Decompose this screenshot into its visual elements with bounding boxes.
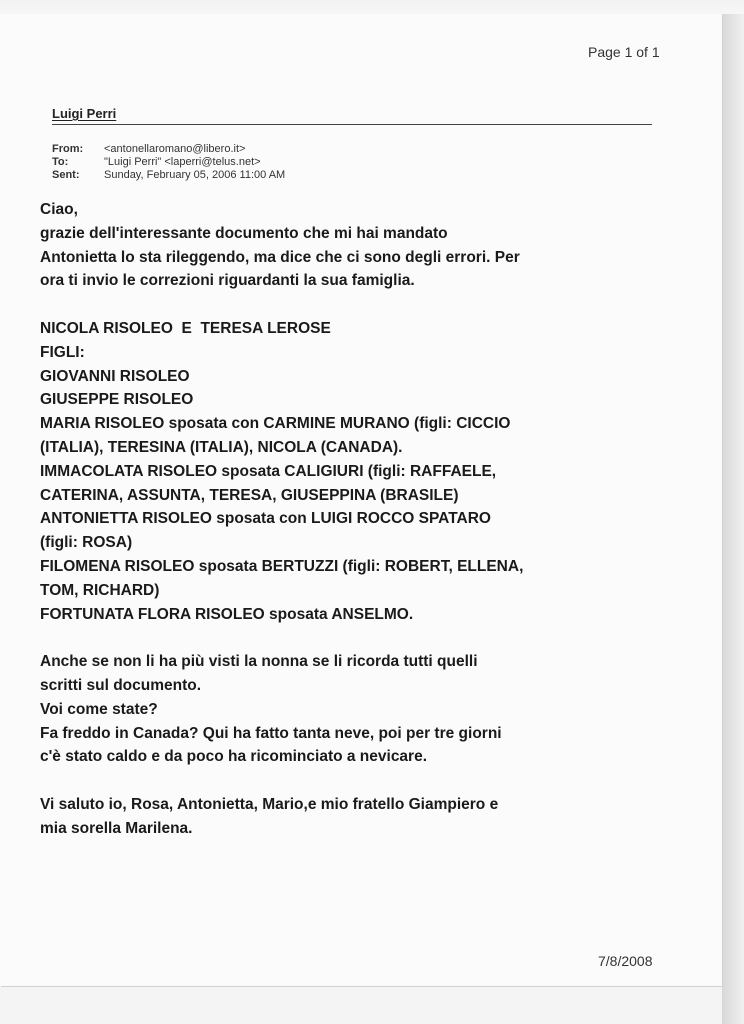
sent-value: Sunday, February 05, 2006 11:00 AM <box>104 169 286 181</box>
from-row <box>52 143 285 156</box>
header-divider <box>52 124 652 125</box>
body-line: FILOMENA RISOLEO sposata BERTUZZI (figli: ROBERT, ELLENA, <box>40 557 524 575</box>
closing-paragraph <box>40 793 680 841</box>
to-row <box>52 156 285 169</box>
family-list <box>40 317 680 626</box>
email-body <box>40 198 680 864</box>
body-line: Antonietta lo sta rileggendo, ma dice che ci sono degli errori. Per <box>40 248 520 266</box>
scan-bottom-margin <box>0 986 722 1024</box>
body-line: scritti sul documento. <box>40 676 202 694</box>
sent-row <box>52 169 285 182</box>
body-line: GIUSEPPE RISOLEO <box>40 391 194 409</box>
body-line: FIGLI: <box>40 343 85 361</box>
email-header <box>52 143 285 182</box>
body-line: ANTONIETTA RISOLEO sposata con LUIGI ROCCO SPATARO <box>40 510 491 528</box>
scan-right-margin <box>722 14 744 1024</box>
email-sender-name: Luigi Perri <box>52 106 117 121</box>
body-line: GIOVANNI RISOLEO <box>40 367 190 385</box>
print-date: 7/8/2008 <box>598 953 653 969</box>
body-line: Ciao, <box>40 201 78 218</box>
body-line: TOM, RICHARD) <box>40 581 160 599</box>
body-line: mia sorella Marilena. <box>40 819 193 837</box>
body-line: grazie dell'interessante documento che mi hai mandato <box>40 224 448 242</box>
body-line: (figli: ROSA) <box>40 534 133 552</box>
body-line: (ITALIA), TERESINA (ITALIA), NICOLA (CANADA). <box>40 438 403 456</box>
body-line: Vi saluto io, Rosa, Antonietta, Mario,e mio fratello Giampiero e <box>40 795 499 813</box>
body-line: c'è stato caldo e da poco ha ricominciato a nevicare. <box>40 748 428 766</box>
to-value: "Luigi Perri" <laperri@telus.net> <box>104 156 261 168</box>
page-number: Page 1 of 1 <box>588 44 660 60</box>
to-label: To: <box>52 156 69 168</box>
body-line: FORTUNATA FLORA RISOLEO sposata ANSELMO. <box>40 605 414 623</box>
body-line: MARIA RISOLEO sposata con CARMINE MURANO (figli: CICCIO <box>40 415 511 433</box>
body-line: Anche se non li ha più visti la nonna se li ricorda tutti quelli <box>40 653 478 671</box>
body-line: Voi come state? <box>40 700 158 718</box>
body-line: ora ti invio le correzioni riguardanti la sua famiglia. <box>40 272 415 290</box>
from-value: <antonellaromano@libero.it> <box>104 143 246 155</box>
from-label: From: <box>52 143 84 155</box>
body-line: IMMACOLATA RISOLEO sposata CALIGIURI (figli: RAFFAELE, <box>40 462 497 480</box>
body-line: CATERINA, ASSUNTA, TERESA, GIUSEPPINA (BRASILE) <box>40 486 459 504</box>
sent-label: Sent: <box>52 169 80 181</box>
body-line: NICOLA RISOLEO E TERESA LEROSE <box>40 319 331 337</box>
greeting-paragraph <box>40 198 680 293</box>
body-line: Fa freddo in Canada? Qui ha fatto tanta neve, poi per tre giorni <box>40 724 502 742</box>
news-paragraph <box>40 650 680 769</box>
